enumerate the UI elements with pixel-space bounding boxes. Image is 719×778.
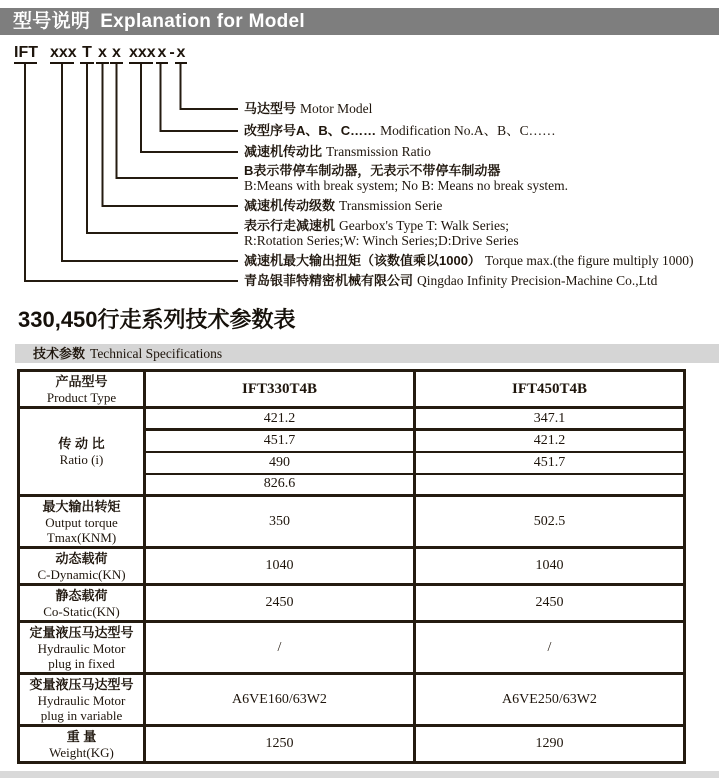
label-zh: 青岛银菲特精密机械有限公司 [244, 273, 414, 288]
table-row-fixed-motor [19, 622, 685, 674]
page-bottom-strip [0, 771, 719, 778]
cell-en2: plug in fixed [48, 655, 115, 671]
diagram-label-torque-max [244, 253, 694, 268]
table-cell: 2450 [145, 585, 415, 622]
table-row-variable-motor [19, 674, 685, 726]
label-en: Modification No.A、B、C…… [380, 123, 556, 138]
table-cell: 502.5 [415, 496, 685, 548]
row-label-cell [19, 496, 145, 548]
technical-specifications-banner [15, 344, 719, 363]
model-code-segment: IFT [14, 45, 37, 64]
label-en: Torque max.(the figure multiply 1000) [484, 253, 694, 268]
label-zh: 改型序号A、B、C…… [244, 123, 377, 138]
table-cell: 1250 [145, 726, 415, 763]
label-en: Motor Model [300, 101, 373, 116]
label-zh: 马达型号 [244, 101, 297, 116]
cell-en: Ratio (i) [59, 452, 104, 467]
diagram-label-company [244, 273, 657, 288]
ratio-label-cell [19, 408, 145, 496]
model-code-segment: T [80, 45, 94, 64]
cell-en: Product Type [46, 389, 117, 405]
label-zh: 减速机传动级数 [244, 198, 336, 213]
row-label-cell [19, 674, 145, 726]
label-en2: R:Rotation Series;W: Winch Series;D:Drive Series [244, 233, 519, 248]
table-cell [415, 474, 685, 496]
table-cell: / [145, 622, 415, 674]
diagram-label-transmission-serie [244, 198, 442, 213]
table-cell: 2450 [415, 585, 685, 622]
label-zh: 减速机最大输出扭矩（该数值乘以1000） [244, 253, 481, 268]
cell-zh: 传 动 比 [58, 436, 105, 451]
model-code-segment: x [156, 45, 168, 64]
row-label-cell [19, 622, 145, 674]
table-row-ratio [19, 408, 685, 430]
model-code-segment: x [175, 45, 187, 64]
table-row-dynamic-load [19, 548, 685, 585]
spec-banner-en: Technical Specifications [90, 346, 223, 361]
row-label-cell [19, 726, 145, 763]
table-row-output-torque [19, 496, 685, 548]
cell-zh: 静态载荷 [55, 587, 108, 603]
table-cell: 451.7 [415, 452, 685, 474]
table-cell: / [415, 622, 685, 674]
banner-title-en: Explanation for Model [100, 11, 305, 32]
table-cell: 826.6 [145, 474, 415, 496]
diagram-label-motor-model [244, 101, 372, 116]
diagram-label-transmission-ratio [244, 144, 431, 159]
label-en: Gearbox's Type T: Walk Series; [339, 218, 509, 233]
cell-zh: 最大输出转矩 [42, 498, 121, 514]
banner-title-zh: 型号说明 [13, 11, 91, 32]
label-zh: 减速机传动比 [244, 144, 323, 159]
table-cell: 1290 [415, 726, 685, 763]
cell-zh: 动态载荷 [55, 550, 108, 566]
cell-en: Hydraulic Motor [37, 640, 126, 656]
cell-en: Co-Static(KN) [43, 603, 120, 619]
cell-zh: 定量液压马达型号 [29, 624, 134, 640]
label-zh: 表示行走减速机 [244, 218, 336, 233]
table-cell: A6VE160/63W2 [145, 674, 415, 726]
label-zh: B表示带停车制动器，无表示不带停车制动器 [244, 163, 501, 178]
label-en: Qingdao Infinity Precision-Machine Co.,Ltd [417, 273, 658, 288]
label-en: Transmission Serie [339, 198, 443, 213]
label-en: Transmission Ratio [326, 144, 431, 159]
header-product-type [19, 371, 145, 408]
table-cell: 347.1 [415, 408, 685, 430]
table-cell: 1040 [145, 548, 415, 585]
model-code-segment: x [110, 45, 123, 64]
model-code-segment: xxx [129, 45, 153, 64]
spec-banner-zh: 技术参数 [33, 346, 86, 361]
diagram-label-gearbox-type [244, 218, 519, 248]
model-code-diagram [0, 0, 719, 300]
cell-zh: 产品型号 [55, 373, 108, 389]
header-product-330: IFT330T4B [145, 371, 415, 408]
table-cell: 421.2 [415, 430, 685, 452]
table-cell: A6VE250/63W2 [415, 674, 685, 726]
model-code-dash: - [169, 44, 175, 61]
cell-en2: plug in variable [40, 707, 123, 723]
table-cell: 421.2 [145, 408, 415, 430]
diagram-label-modification [244, 123, 556, 138]
cell-zh: 重 量 [66, 728, 97, 744]
table-cell: 490 [145, 452, 415, 474]
header-product-450: IFT450T4B [415, 371, 685, 408]
cell-en: Weight(KG) [49, 744, 114, 760]
table-cell: 1040 [415, 548, 685, 585]
table-header-row [19, 371, 685, 408]
cell-en2: Tmax(KNM) [46, 529, 117, 545]
table-cell: 350 [145, 496, 415, 548]
model-code-segment: x [96, 45, 109, 64]
cell-en: Output torque [45, 514, 118, 530]
diagram-label-brake-system [244, 163, 568, 193]
table-row-static-load [19, 585, 685, 622]
specs-table [17, 369, 686, 764]
table-row-weight [19, 726, 685, 763]
cell-en: C-Dynamic(KN) [37, 566, 126, 582]
row-label-cell [19, 585, 145, 622]
model-code-segment: xxx [50, 45, 74, 64]
row-label-cell [19, 548, 145, 585]
cell-en: Hydraulic Motor [37, 692, 126, 708]
series-specs-title: 330,450行走系列技术参数表 [18, 307, 296, 332]
table-cell: 451.7 [145, 430, 415, 452]
label-en: B:Means with break system; No B: Means no break system. [244, 178, 568, 193]
cell-zh: 变量液压马达型号 [29, 676, 134, 692]
